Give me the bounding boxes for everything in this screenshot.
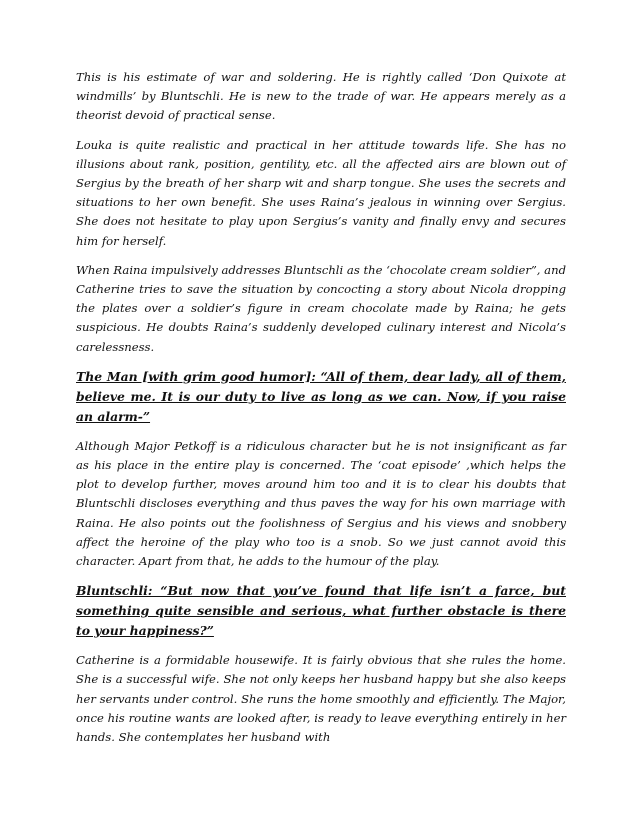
paragraph-major-petkoff: Although Major Petkoff is a ridiculous character but he is not insignificant as far as his place in the entire play is concerned. The ‘coat episode’ ,which helps the plot to develop further, moves around him too and it is to clear his doubts that Bluntschli discloses everything and thus paves the way for his own marriage with Raina. He also points out the foolishness of Sergius and his views and snobbery affect the heroine of the play who too is a snob. So we just cannot avoid this character. Apart from that, he adds to the humour of the play.	[76, 438, 566, 569]
quote-bluntschli: Bluntschli: “But now that you’ve found that life isn’t a farce, but something quite sensible and serious, what further obstacle is there to your happiness?”	[76, 583, 566, 639]
quote-the-man: The Man [with grim good humor]: “All of them, dear lady, all of them, believe me. It is our duty to live as long as we can. Now, if you raise an alarm-”	[76, 368, 566, 424]
paragraph-chocolate-cream-soldier: When Raina impulsively addresses Bluntschli as the ‘chocolate cream soldier”, and Catherine tries to save the situation by concocting a story about Nicola dropping the plates over a soldier’s figure in cream chocolate made by Raina; he gets suspicious. He doubts Raina’s suddenly developed culinary interest and Nicola’s carelessness.	[76, 262, 566, 354]
document-page	[76, 68, 566, 757]
paragraph-catherine: Catherine is a formidable housewife. It is fairly obvious that she rules the home. She is a successful wife. She not only keeps her husband happy but she also keeps her servants under control. She runs the home smoothly and efficiently. The Major, once his routine wants are looked after, is ready to leave everything entirely in her hands. She contemplates her husband with	[76, 653, 566, 745]
paragraph-louka: Louka is quite realistic and practical in her attitude towards life. She has no illusions about rank, position, gentility, etc. all the affected airs are blown out of Sergius by the breath of her sharp wit and sharp tongue. She uses the secrets and situations to her own benefit. She uses Raina’s jealous in winning over Sergius. She does not hesitate to play upon Sergius’s vanity and finally envy and secures him for herself.	[76, 137, 566, 248]
paragraph-don-quixote: This is his estimate of war and soldering. He is rightly called ‘Don Quixote at windmills’ by Bluntschli. He is new to the trade of war. He appears merely as a theorist devoid of practical sense.	[76, 70, 566, 123]
